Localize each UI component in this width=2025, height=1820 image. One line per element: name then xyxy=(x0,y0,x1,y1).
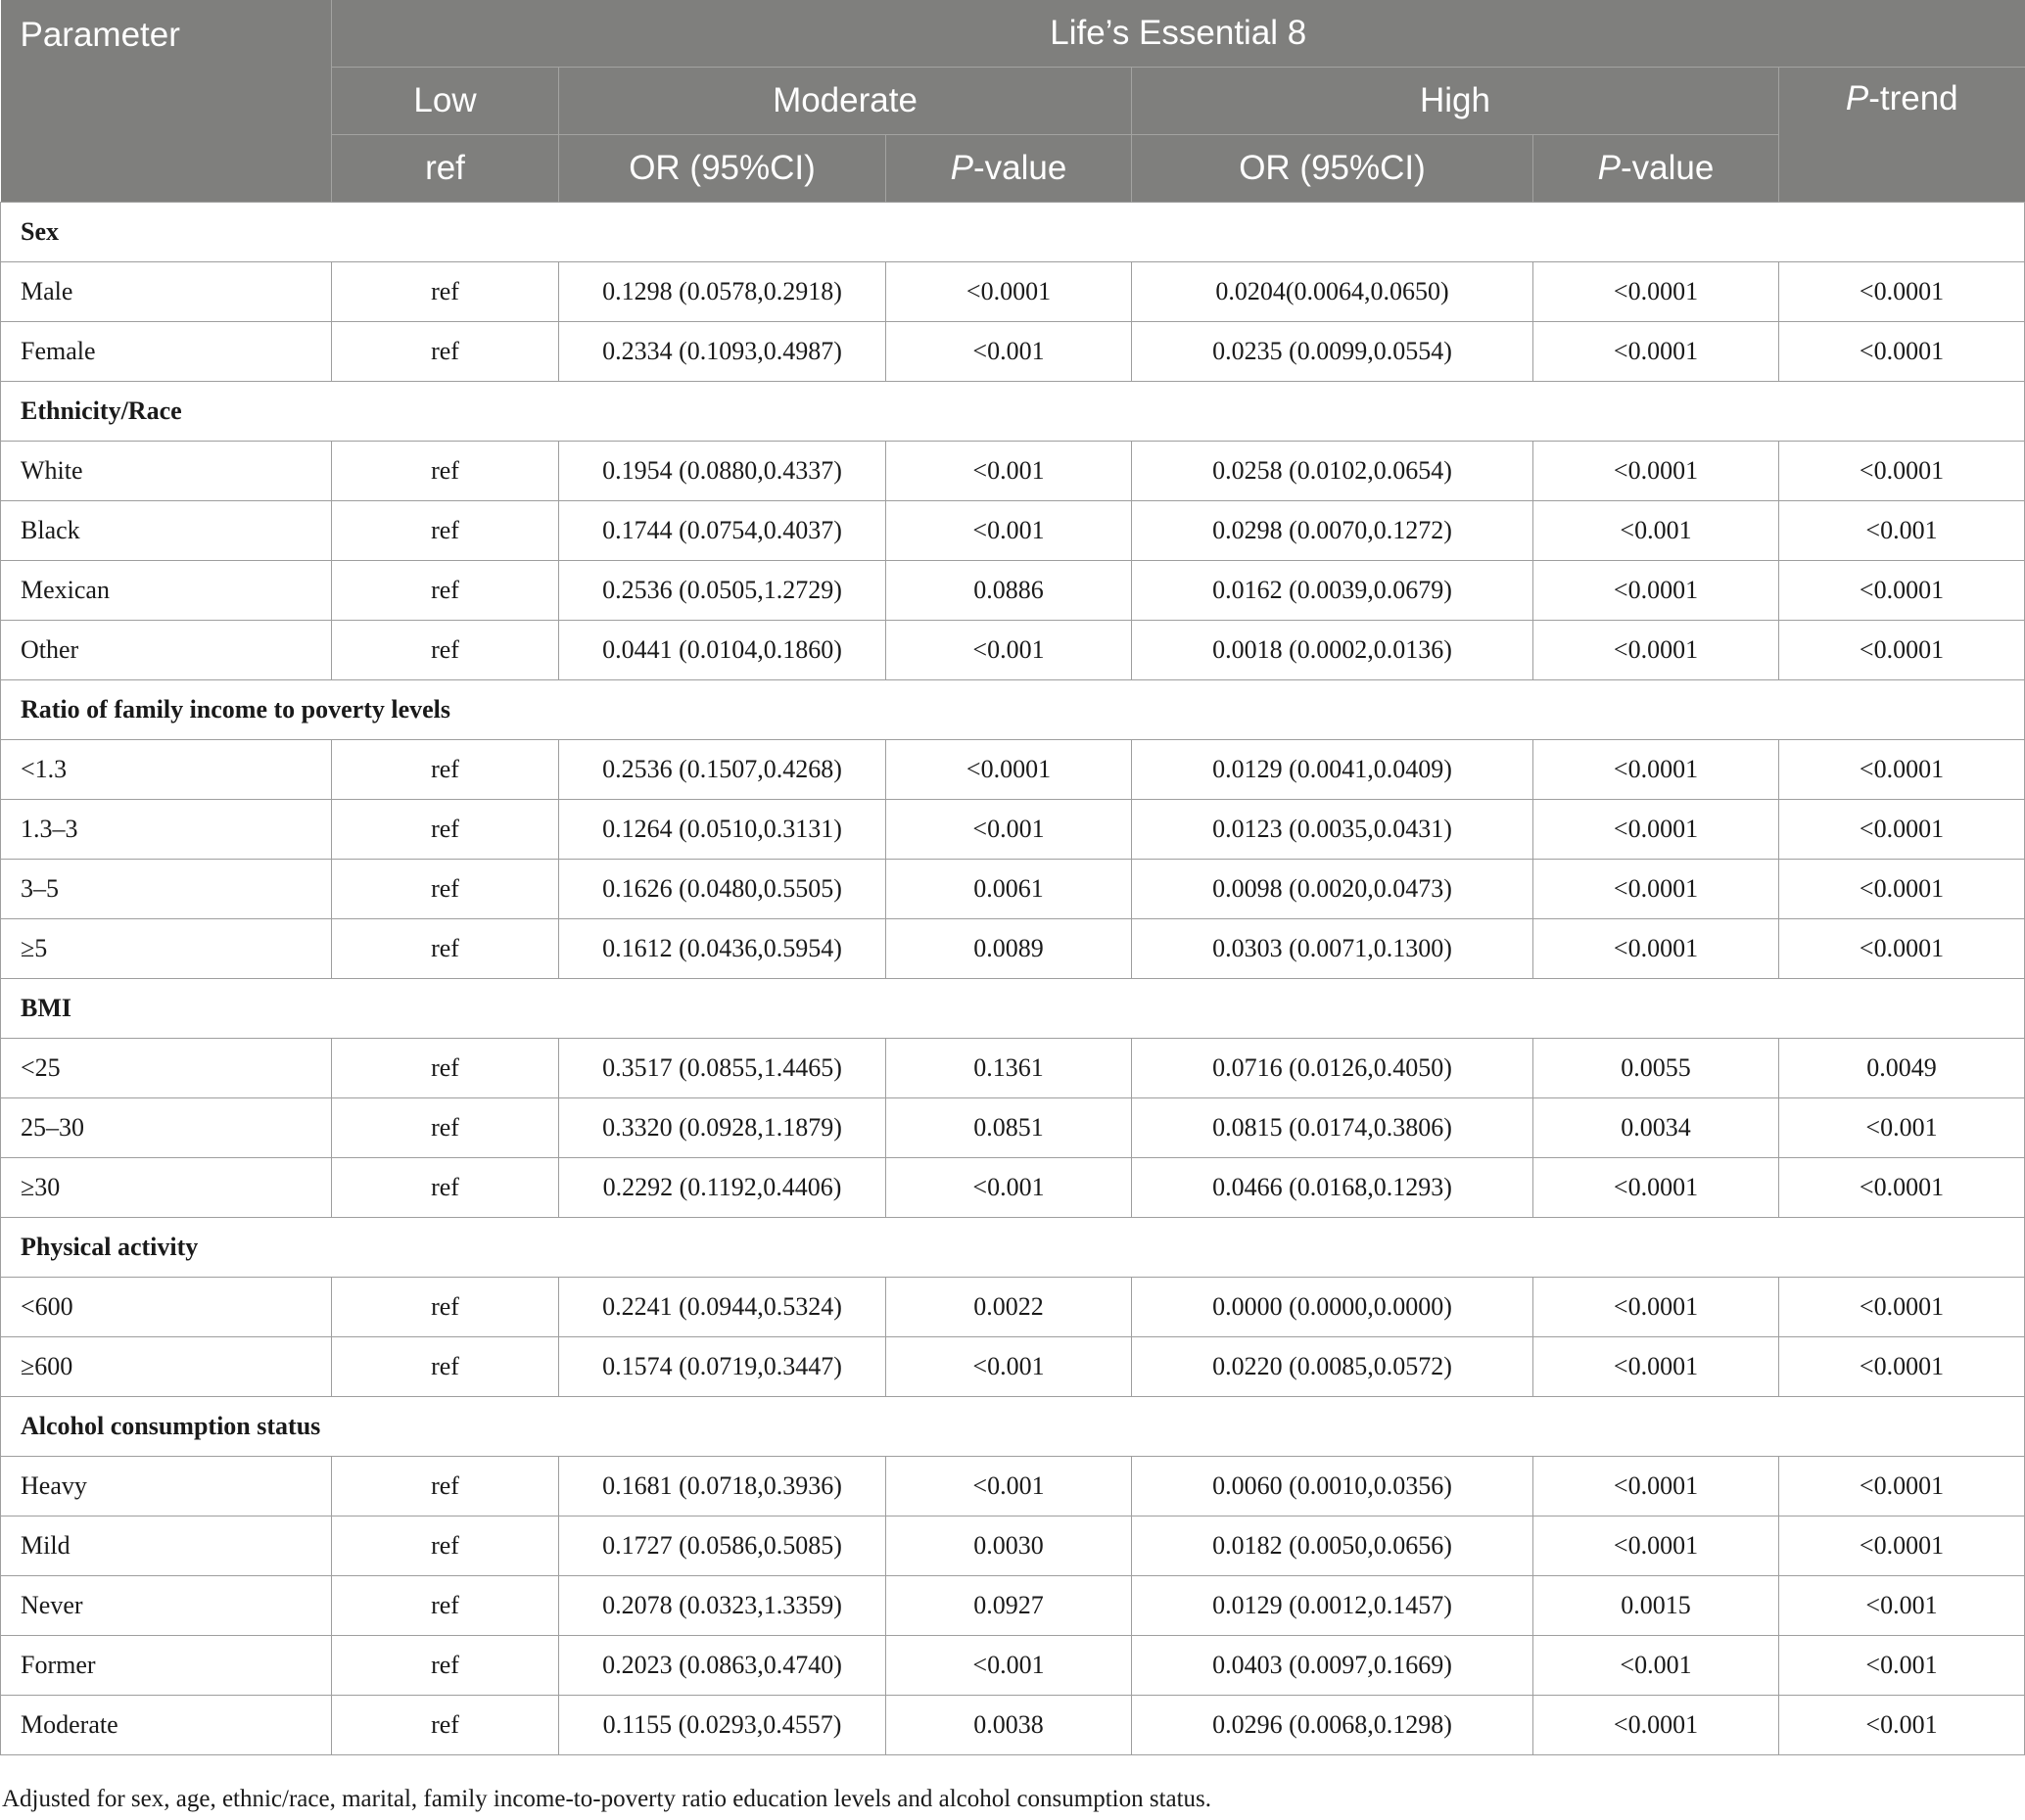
high-p-cell: 0.0055 xyxy=(1533,1039,1779,1098)
moderate-or-cell: 0.2292 (0.1192,0.4406) xyxy=(559,1158,886,1218)
table-row xyxy=(1,262,2025,322)
header-parameter: Parameter xyxy=(1,0,332,203)
moderate-or-cell: 0.1155 (0.0293,0.4557) xyxy=(559,1696,886,1755)
high-p-cell: <0.0001 xyxy=(1533,740,1779,800)
high-or-cell: 0.0258 (0.0102,0.0654) xyxy=(1132,442,1533,501)
moderate-or-cell: 0.1744 (0.0754,0.4037) xyxy=(559,501,886,561)
low-ref-cell: ref xyxy=(332,919,559,979)
moderate-or-cell: 0.2078 (0.0323,1.3359) xyxy=(559,1576,886,1636)
low-ref-cell: ref xyxy=(332,1636,559,1696)
high-or-cell: 0.0716 (0.0126,0.4050) xyxy=(1132,1039,1533,1098)
row-label: Male xyxy=(1,262,332,322)
high-or-cell: 0.0296 (0.0068,0.1298) xyxy=(1132,1696,1533,1755)
moderate-p-cell: 0.0061 xyxy=(886,860,1132,919)
section-row xyxy=(1,680,2025,740)
header-group-title: Life’s Essential 8 xyxy=(332,0,2025,68)
moderate-or-cell: 0.0441 (0.0104,0.1860) xyxy=(559,621,886,680)
moderate-p-cell: <0.001 xyxy=(886,501,1132,561)
low-ref-cell: ref xyxy=(332,1039,559,1098)
footnote: Adjusted for sex, age, ethnic/race, marital, family income-to-poverty ratio education levels and alcohol consumption status. xyxy=(2,1786,1212,1812)
moderate-or-cell: 0.1626 (0.0480,0.5505) xyxy=(559,860,886,919)
low-ref-cell: ref xyxy=(332,561,559,621)
moderate-or-cell: 0.3517 (0.0855,1.4465) xyxy=(559,1039,886,1098)
table-row xyxy=(1,561,2025,621)
high-p-cell: <0.001 xyxy=(1533,1636,1779,1696)
moderate-p-cell: <0.0001 xyxy=(886,262,1132,322)
section-row xyxy=(1,1397,2025,1457)
header-high-p-italic: P xyxy=(1597,149,1622,187)
section-title: BMI xyxy=(1,979,2025,1039)
high-or-cell: 0.0204(0.0064,0.0650) xyxy=(1132,262,1533,322)
low-ref-cell: ref xyxy=(332,621,559,680)
p-trend-cell: 0.0049 xyxy=(1779,1039,2025,1098)
p-trend-cell: <0.0001 xyxy=(1779,561,2025,621)
high-p-cell: <0.0001 xyxy=(1533,262,1779,322)
row-label: ≥30 xyxy=(1,1158,332,1218)
header-p-trend xyxy=(1779,68,2025,203)
header-high-p xyxy=(1533,135,1779,203)
row-label: Other xyxy=(1,621,332,680)
header-p-trend-rest: -trend xyxy=(1868,79,1958,117)
low-ref-cell: ref xyxy=(332,800,559,860)
row-label: <25 xyxy=(1,1039,332,1098)
low-ref-cell: ref xyxy=(332,1098,559,1158)
low-ref-cell: ref xyxy=(332,1576,559,1636)
high-or-cell: 0.0303 (0.0071,0.1300) xyxy=(1132,919,1533,979)
table-row xyxy=(1,919,2025,979)
p-trend-cell: <0.001 xyxy=(1779,1576,2025,1636)
p-trend-cell: <0.001 xyxy=(1779,501,2025,561)
p-trend-cell: <0.0001 xyxy=(1779,322,2025,382)
table-row xyxy=(1,1576,2025,1636)
section-row xyxy=(1,979,2025,1039)
high-p-cell: <0.0001 xyxy=(1533,1337,1779,1397)
low-ref-cell: ref xyxy=(332,501,559,561)
low-ref-cell: ref xyxy=(332,1517,559,1576)
moderate-or-cell: 0.1727 (0.0586,0.5085) xyxy=(559,1517,886,1576)
moderate-or-cell: 0.1681 (0.0718,0.3936) xyxy=(559,1457,886,1517)
p-trend-cell: <0.0001 xyxy=(1779,740,2025,800)
p-trend-cell: <0.0001 xyxy=(1779,1337,2025,1397)
moderate-p-cell: 0.0089 xyxy=(886,919,1132,979)
section-row xyxy=(1,1218,2025,1278)
low-ref-cell: ref xyxy=(332,740,559,800)
moderate-p-cell: 0.0038 xyxy=(886,1696,1132,1755)
row-label: White xyxy=(1,442,332,501)
header-p-trend-italic: P xyxy=(1845,79,1869,117)
row-label: 3–5 xyxy=(1,860,332,919)
high-p-cell: <0.0001 xyxy=(1533,561,1779,621)
moderate-or-cell: 0.2023 (0.0863,0.4740) xyxy=(559,1636,886,1696)
row-label: <1.3 xyxy=(1,740,332,800)
high-or-cell: 0.0298 (0.0070,0.1272) xyxy=(1132,501,1533,561)
moderate-p-cell: <0.001 xyxy=(886,1158,1132,1218)
moderate-or-cell: 0.1954 (0.0880,0.4337) xyxy=(559,442,886,501)
moderate-or-cell: 0.2334 (0.1093,0.4987) xyxy=(559,322,886,382)
table-row xyxy=(1,1457,2025,1517)
low-ref-cell: ref xyxy=(332,1337,559,1397)
row-label: Black xyxy=(1,501,332,561)
row-label: Female xyxy=(1,322,332,382)
moderate-p-cell: 0.0022 xyxy=(886,1278,1132,1337)
p-trend-cell: <0.001 xyxy=(1779,1636,2025,1696)
high-p-cell: 0.0034 xyxy=(1533,1098,1779,1158)
moderate-or-cell: 0.1264 (0.0510,0.3131) xyxy=(559,800,886,860)
section-title: Physical activity xyxy=(1,1218,2025,1278)
moderate-p-cell: <0.001 xyxy=(886,322,1132,382)
table-row xyxy=(1,322,2025,382)
header-high-or: OR (95%CI) xyxy=(1132,135,1533,203)
table-row xyxy=(1,1098,2025,1158)
moderate-p-cell: <0.001 xyxy=(886,442,1132,501)
p-trend-cell: <0.001 xyxy=(1779,1696,2025,1755)
section-title: Alcohol consumption status xyxy=(1,1397,2025,1457)
moderate-or-cell: 0.2536 (0.1507,0.4268) xyxy=(559,740,886,800)
low-ref-cell: ref xyxy=(332,442,559,501)
high-or-cell: 0.0123 (0.0035,0.0431) xyxy=(1132,800,1533,860)
p-trend-cell: <0.0001 xyxy=(1779,860,2025,919)
moderate-p-cell: 0.1361 xyxy=(886,1039,1132,1098)
header-low: Low xyxy=(332,68,559,135)
moderate-or-cell: 0.3320 (0.0928,1.1879) xyxy=(559,1098,886,1158)
p-trend-cell: <0.001 xyxy=(1779,1098,2025,1158)
moderate-or-cell: 0.1612 (0.0436,0.5954) xyxy=(559,919,886,979)
header-moderate-p-rest: -value xyxy=(973,149,1067,187)
moderate-p-cell: 0.0030 xyxy=(886,1517,1132,1576)
high-or-cell: 0.0466 (0.0168,0.1293) xyxy=(1132,1158,1533,1218)
p-trend-cell: <0.0001 xyxy=(1779,442,2025,501)
high-or-cell: 0.0220 (0.0085,0.0572) xyxy=(1132,1337,1533,1397)
high-or-cell: 0.0098 (0.0020,0.0473) xyxy=(1132,860,1533,919)
high-p-cell: <0.0001 xyxy=(1533,442,1779,501)
table-header xyxy=(1,0,2025,203)
low-ref-cell: ref xyxy=(332,1278,559,1337)
high-p-cell: <0.0001 xyxy=(1533,1457,1779,1517)
table-row xyxy=(1,1278,2025,1337)
moderate-p-cell: 0.0927 xyxy=(886,1576,1132,1636)
header-moderate: Moderate xyxy=(559,68,1132,135)
low-ref-cell: ref xyxy=(332,1158,559,1218)
high-or-cell: 0.0060 (0.0010,0.0356) xyxy=(1132,1457,1533,1517)
moderate-p-cell: 0.0851 xyxy=(886,1098,1132,1158)
table-row xyxy=(1,501,2025,561)
p-trend-cell: <0.0001 xyxy=(1779,1158,2025,1218)
header-low-ref: ref xyxy=(332,135,559,203)
low-ref-cell: ref xyxy=(332,1457,559,1517)
section-title: Ethnicity/Race xyxy=(1,382,2025,442)
table-row xyxy=(1,621,2025,680)
table-row xyxy=(1,1517,2025,1576)
row-label: 1.3–3 xyxy=(1,800,332,860)
high-or-cell: 0.0129 (0.0041,0.0409) xyxy=(1132,740,1533,800)
moderate-or-cell: 0.2241 (0.0944,0.5324) xyxy=(559,1278,886,1337)
header-moderate-p-italic: P xyxy=(950,149,974,187)
header-high: High xyxy=(1132,68,1779,135)
moderate-p-cell: 0.0886 xyxy=(886,561,1132,621)
row-label: Heavy xyxy=(1,1457,332,1517)
p-trend-cell: <0.0001 xyxy=(1779,800,2025,860)
low-ref-cell: ref xyxy=(332,322,559,382)
moderate-p-cell: <0.001 xyxy=(886,1337,1132,1397)
p-trend-cell: <0.0001 xyxy=(1779,919,2025,979)
row-label: <600 xyxy=(1,1278,332,1337)
table-row xyxy=(1,1696,2025,1755)
header-moderate-p xyxy=(886,135,1132,203)
high-p-cell: <0.0001 xyxy=(1533,919,1779,979)
row-label: Mexican xyxy=(1,561,332,621)
high-p-cell: <0.0001 xyxy=(1533,1158,1779,1218)
high-p-cell: <0.0001 xyxy=(1533,1517,1779,1576)
high-or-cell: 0.0815 (0.0174,0.3806) xyxy=(1132,1098,1533,1158)
high-p-cell: <0.0001 xyxy=(1533,1278,1779,1337)
table-row xyxy=(1,442,2025,501)
row-label: ≥5 xyxy=(1,919,332,979)
p-trend-cell: <0.0001 xyxy=(1779,1457,2025,1517)
high-or-cell: 0.0182 (0.0050,0.0656) xyxy=(1132,1517,1533,1576)
low-ref-cell: ref xyxy=(332,1696,559,1755)
table-row xyxy=(1,800,2025,860)
moderate-p-cell: <0.001 xyxy=(886,1457,1132,1517)
p-trend-cell: <0.0001 xyxy=(1779,1517,2025,1576)
row-label: ≥600 xyxy=(1,1337,332,1397)
header-moderate-or: OR (95%CI) xyxy=(559,135,886,203)
row-label: Never xyxy=(1,1576,332,1636)
moderate-or-cell: 0.1574 (0.0719,0.3447) xyxy=(559,1337,886,1397)
header-high-p-rest: -value xyxy=(1621,149,1715,187)
low-ref-cell: ref xyxy=(332,262,559,322)
row-label: Former xyxy=(1,1636,332,1696)
moderate-or-cell: 0.2536 (0.0505,1.2729) xyxy=(559,561,886,621)
row-label: 25–30 xyxy=(1,1098,332,1158)
high-p-cell: <0.001 xyxy=(1533,501,1779,561)
high-p-cell: <0.0001 xyxy=(1533,860,1779,919)
section-title: Ratio of family income to poverty levels xyxy=(1,680,2025,740)
table-row xyxy=(1,1636,2025,1696)
table-row xyxy=(1,1039,2025,1098)
p-trend-cell: <0.0001 xyxy=(1779,621,2025,680)
section-title: Sex xyxy=(1,203,2025,262)
row-label: Moderate xyxy=(1,1696,332,1755)
p-trend-cell: <0.0001 xyxy=(1779,1278,2025,1337)
high-p-cell: <0.0001 xyxy=(1533,621,1779,680)
moderate-or-cell: 0.1298 (0.0578,0.2918) xyxy=(559,262,886,322)
high-or-cell: 0.0129 (0.0012,0.1457) xyxy=(1132,1576,1533,1636)
row-label: Mild xyxy=(1,1517,332,1576)
high-p-cell: 0.0015 xyxy=(1533,1576,1779,1636)
moderate-p-cell: <0.001 xyxy=(886,800,1132,860)
high-p-cell: <0.0001 xyxy=(1533,322,1779,382)
section-row xyxy=(1,382,2025,442)
high-p-cell: <0.0001 xyxy=(1533,1696,1779,1755)
high-or-cell: 0.0018 (0.0002,0.0136) xyxy=(1132,621,1533,680)
table-row xyxy=(1,860,2025,919)
moderate-p-cell: <0.0001 xyxy=(886,740,1132,800)
moderate-p-cell: <0.001 xyxy=(886,621,1132,680)
p-trend-cell: <0.0001 xyxy=(1779,262,2025,322)
table-body xyxy=(1,203,2025,1755)
table-row xyxy=(1,1337,2025,1397)
table-row xyxy=(1,740,2025,800)
high-or-cell: 0.0000 (0.0000,0.0000) xyxy=(1132,1278,1533,1337)
section-row xyxy=(1,203,2025,262)
moderate-p-cell: <0.001 xyxy=(886,1636,1132,1696)
high-p-cell: <0.0001 xyxy=(1533,800,1779,860)
table-row xyxy=(1,1158,2025,1218)
high-or-cell: 0.0235 (0.0099,0.0554) xyxy=(1132,322,1533,382)
high-or-cell: 0.0403 (0.0097,0.1669) xyxy=(1132,1636,1533,1696)
high-or-cell: 0.0162 (0.0039,0.0679) xyxy=(1132,561,1533,621)
low-ref-cell: ref xyxy=(332,860,559,919)
